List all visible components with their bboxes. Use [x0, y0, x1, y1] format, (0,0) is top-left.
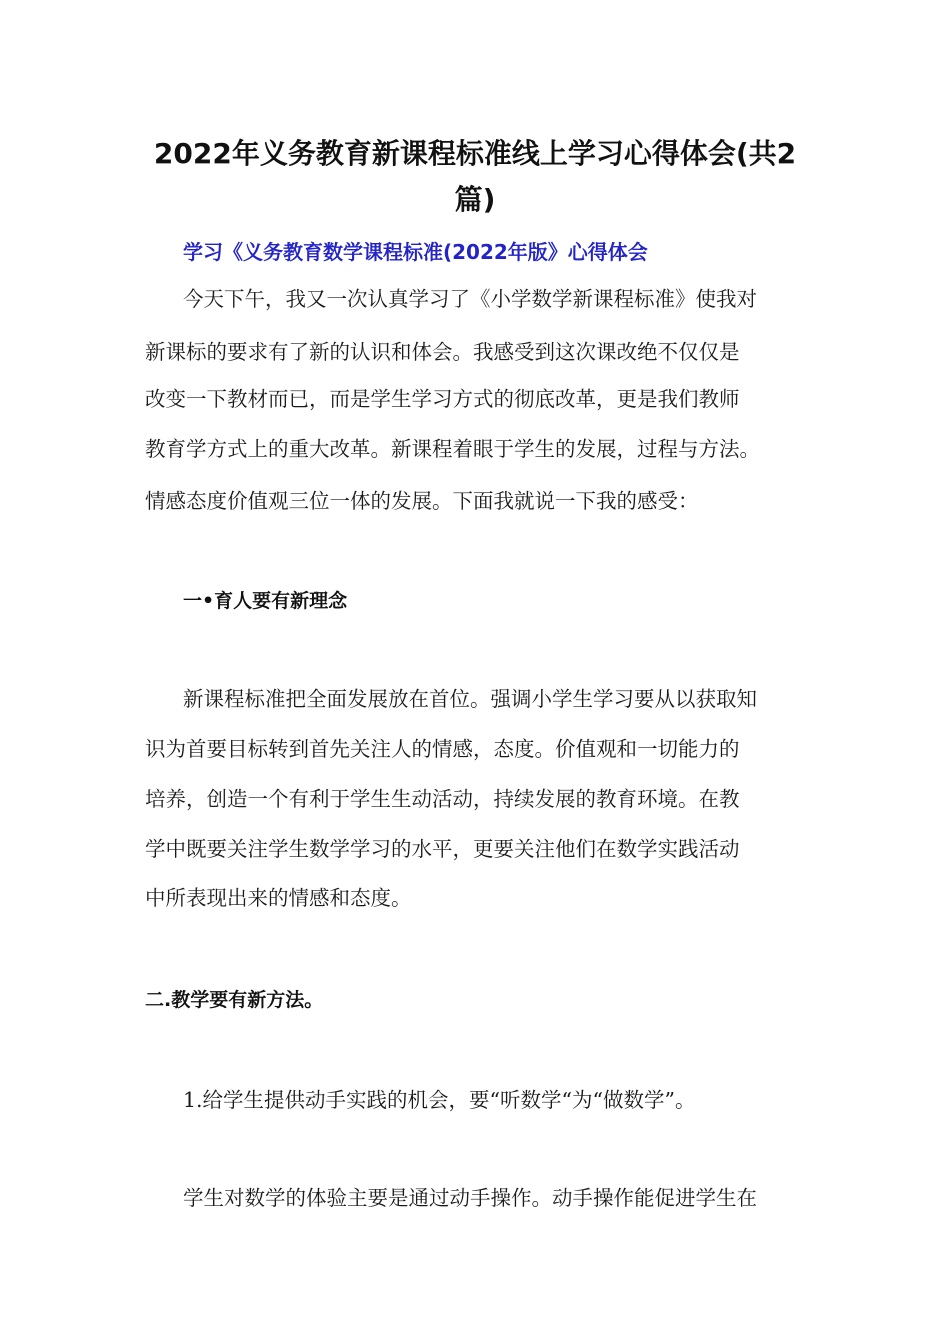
paragraph-line: 学生对数学的体验主要是通过动手操作。动手操作能促进学生在 [183, 1186, 757, 1210]
section-heading-1: 一•育人要有新理念 [183, 590, 348, 612]
paragraph-line: 培养，创造一个有利于学生生动活动，持续发展的教育环境。在教 [145, 787, 740, 811]
paragraph-line: 新课程标准把全面发展放在首位。强调小学生学习要从以获取知 [183, 687, 757, 711]
paragraph-line: 情感态度价值观三位一体的发展。下面我就说一下我的感受： [145, 489, 699, 513]
document-title-line2: 篇) [454, 183, 496, 216]
paragraph-line: 识为首要目标转到首先关注人的情感，态度。价值观和一切能力的 [145, 737, 740, 761]
paragraph-line: 中所表现出来的情感和态度。 [145, 886, 412, 910]
section-heading-2: 二.教学要有新方法。 [145, 989, 324, 1011]
paragraph-line: 今天下午，我又一次认真学习了《小学数学新课程标准》使我对 [183, 287, 757, 311]
paragraph-line: 学中既要关注学生数学学习的水平，更要关注他们在数学实践活动 [145, 837, 740, 861]
list-item: 1.给学生提供动手实践的机会，要“听数学“为“做数学”。 [183, 1088, 696, 1112]
document-title-line1: 2022年义务教育新课程标准线上学习心得体会(共2 [153, 137, 797, 170]
paragraph-line: 改变一下教材而已，而是学生学习方式的彻底改革，更是我们教师 [145, 387, 740, 411]
paragraph-line: 教育学方式上的重大改革。新课程着眼于学生的发展，过程与方法。 [145, 437, 760, 461]
paragraph-line: 新课标的要求有了新的认识和体会。我感受到这次课改绝不仅仅是 [145, 340, 740, 364]
section-subtitle: 学习《义务教育数学课程标准(2022年版》心得体会 [183, 240, 648, 264]
